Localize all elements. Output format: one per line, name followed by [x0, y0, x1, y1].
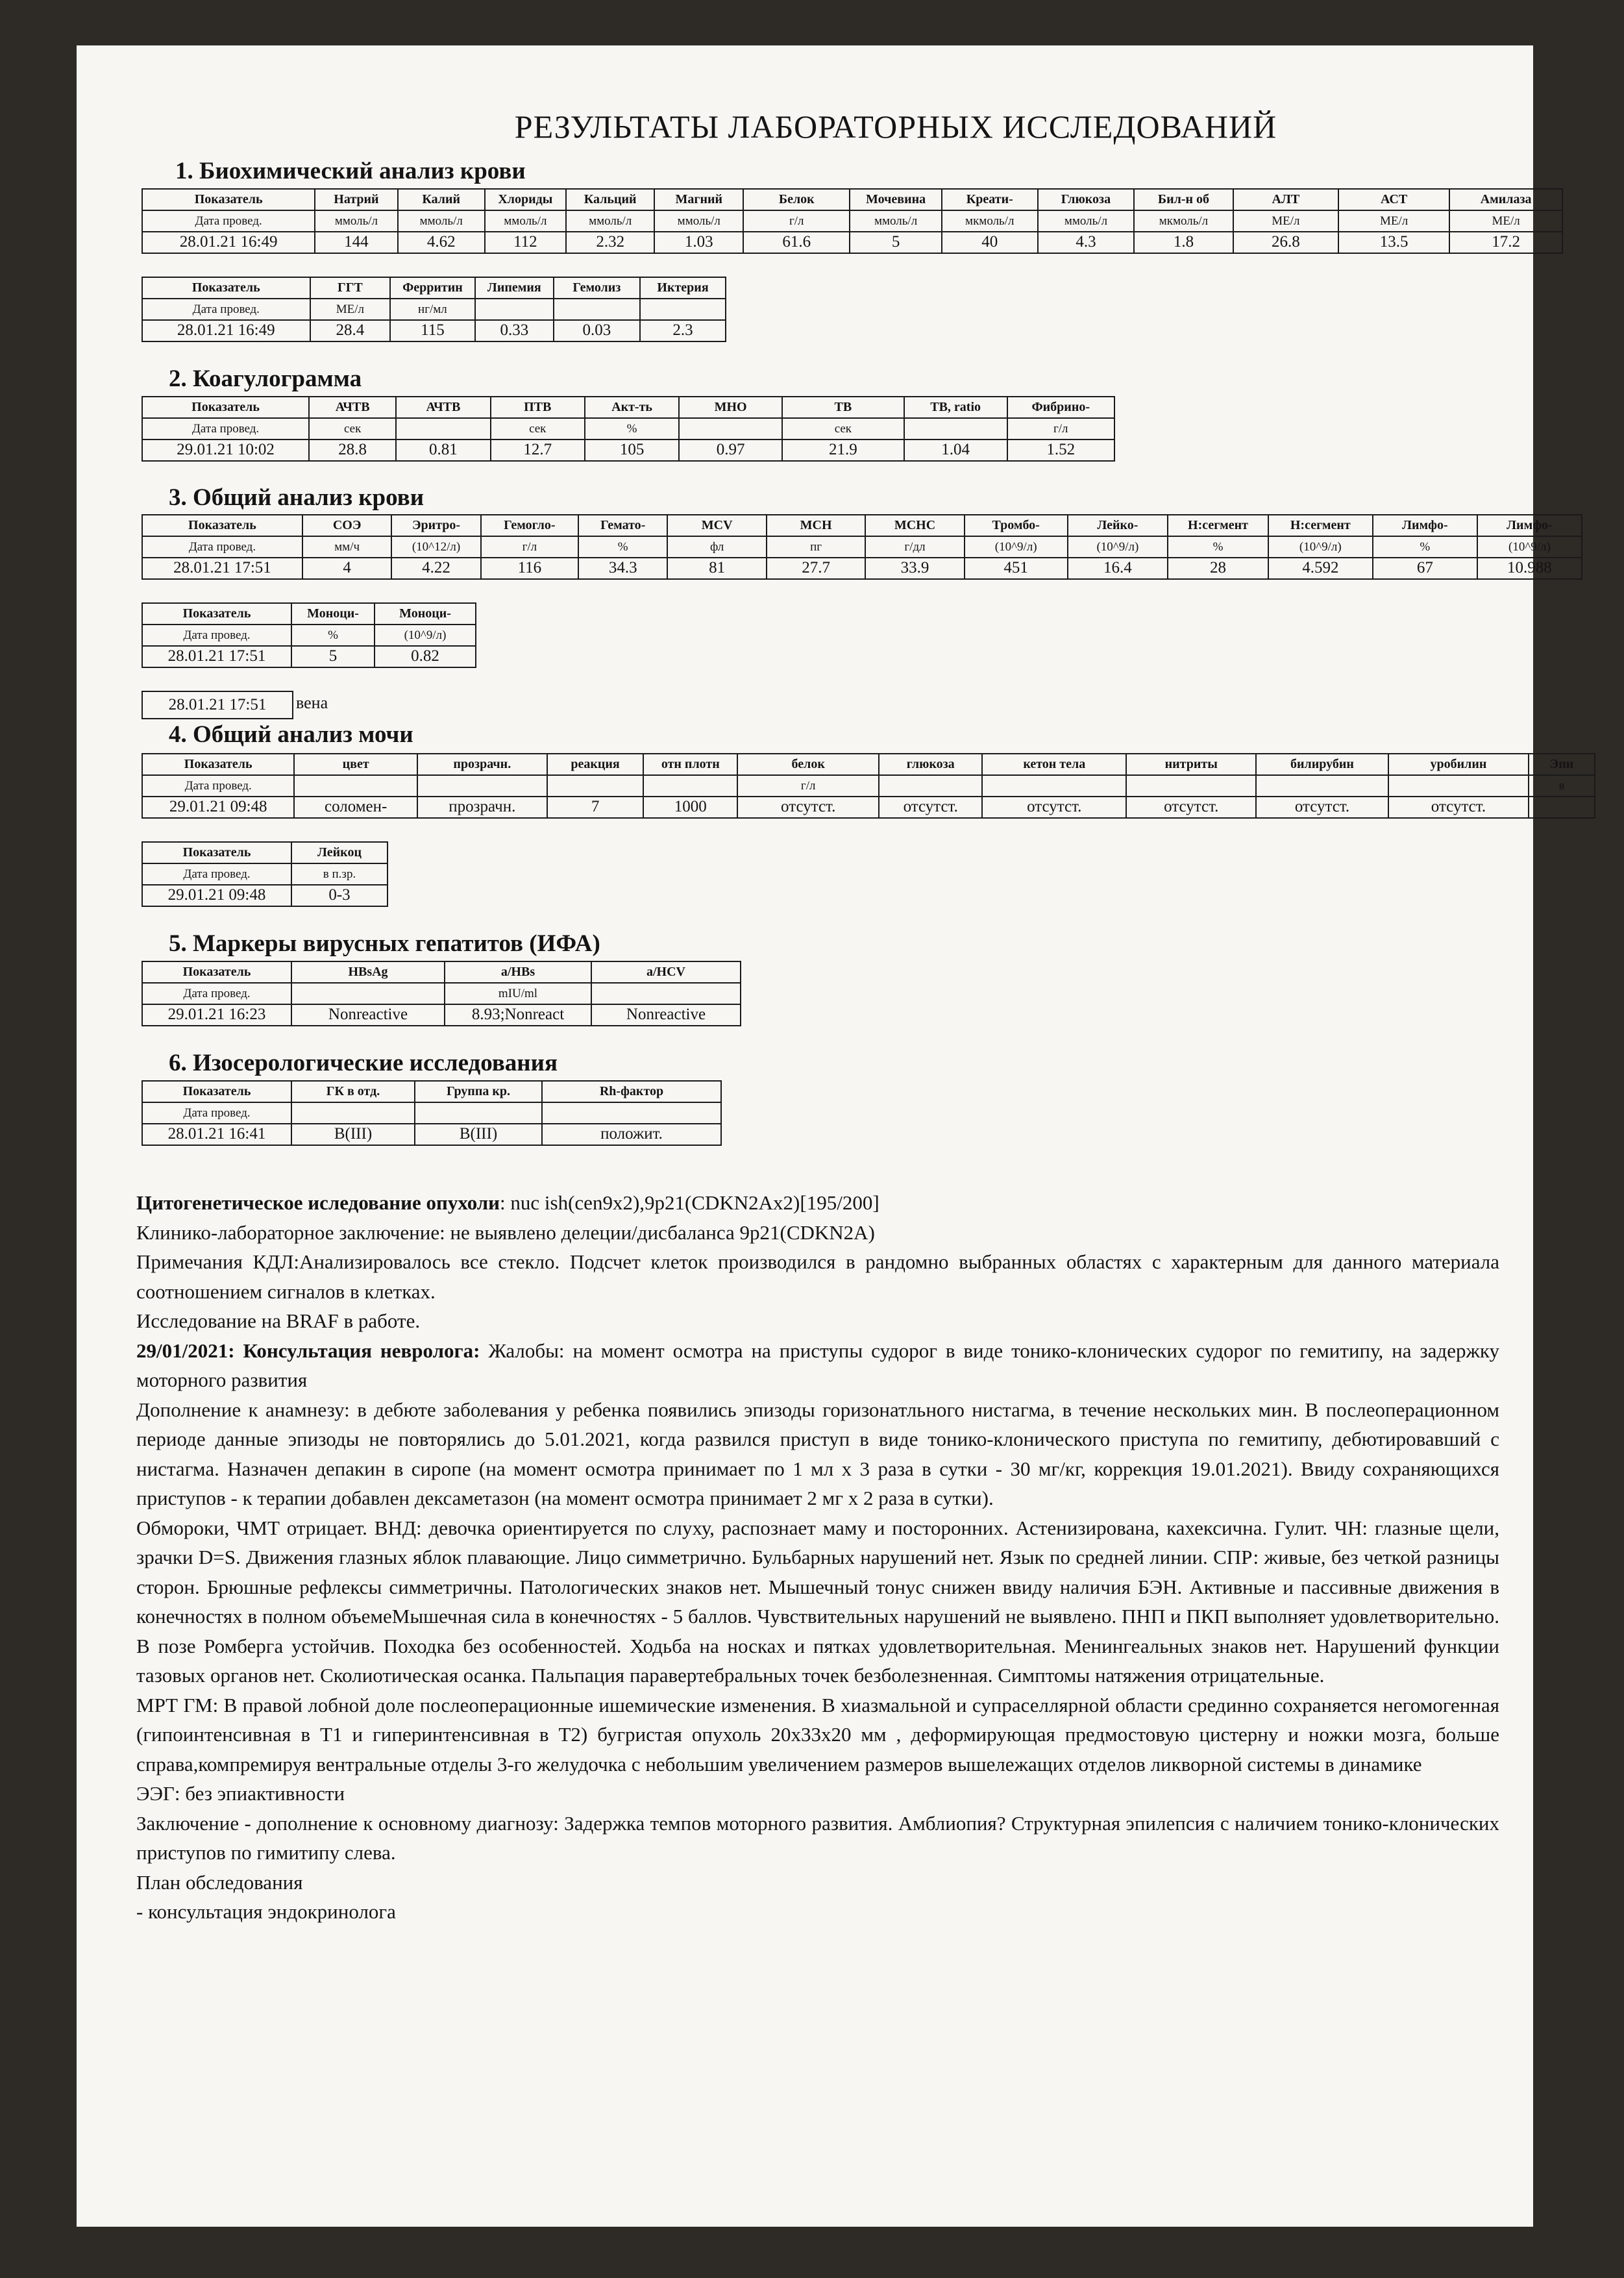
value-cell: 1.8: [1134, 232, 1233, 253]
unit-cell: ммоль/л: [485, 210, 566, 232]
column-header: отн плотн: [643, 754, 737, 775]
column-header: Гемолиз: [554, 277, 640, 299]
row-label-date: Дата провед.: [142, 1102, 291, 1124]
unit-cell: %: [585, 418, 679, 440]
table-row: [142, 1124, 721, 1145]
value-cell: 0.82: [375, 646, 476, 667]
column-header: АЧТВ: [309, 397, 396, 418]
sample-type-note: вена: [296, 693, 328, 712]
column-header: Белок: [743, 189, 850, 210]
value-cell: 81: [667, 558, 766, 579]
unit-cell: (10^9/л): [1477, 536, 1582, 558]
page-title: РЕЗУЛЬТАТЫ ЛАБОРАТОРНЫХ ИССЛЕДОВАНИЙ: [514, 108, 1277, 145]
value-cell: 7: [547, 797, 644, 818]
value-cell: 13.5: [1338, 232, 1449, 253]
column-header: ТВ, ratio: [904, 397, 1007, 418]
table-unit-row: [142, 1102, 721, 1124]
unit-cell: (10^9/л): [1268, 536, 1373, 558]
narrative-text: [136, 1188, 1499, 1927]
table-unit-row: [142, 210, 1562, 232]
unit-cell: г/л: [481, 536, 578, 558]
unit-cell: [1126, 775, 1256, 797]
value-cell: 0-3: [291, 885, 388, 906]
unit-cell: в п.зр.: [291, 863, 388, 885]
unit-cell: [554, 299, 640, 320]
unit-cell: [291, 1102, 415, 1124]
value-cell: 115: [390, 320, 474, 341]
column-header: Ферритин: [390, 277, 474, 299]
mri-findings: МРТ ГМ: В правой лобной доле послеоперационные ишемические изменения. В хиазмальной и супраселлярной области срединно сохраняется негомогенная (гипоинтенсивная в Т1 и гиперинтенсивная в Т2) бугристая опухоль 20х33х20 мм , деформирующая предмостовую цистерну и ножки мозга, больше справа,компремируя вентральные отделы 3-го желудочка с небольшим увеличением размеров вышележащих отделов ликворной системы в динамике: [136, 1693, 1499, 1776]
value-cell: отсутст.: [1126, 797, 1256, 818]
table-row: [142, 232, 1562, 253]
complaints-text: Жалобы: на момент осмотра на приступы судорог в виде тонико-клонических судорог по гемитипу, на задержку моторного развития: [136, 1339, 1499, 1391]
sample-date-cell: 28.01.21 17:51: [142, 558, 302, 579]
column-header: Лимфо-: [1477, 515, 1582, 536]
column-header: ТВ: [782, 397, 904, 418]
unit-cell: %: [578, 536, 667, 558]
row-label-date: Дата провед.: [142, 210, 315, 232]
column-header: Калий: [398, 189, 485, 210]
section-title-coagulogram: 2. Коагулограмма: [169, 365, 362, 392]
column-header: Гемато-: [578, 515, 667, 536]
sample-date-cell: 29.01.21 09:48: [142, 885, 291, 906]
value-cell: 12.7: [491, 440, 585, 461]
column-header: Акт-ть: [585, 397, 679, 418]
table-row: [142, 1004, 741, 1026]
column-header: Глюкоза: [1038, 189, 1134, 210]
table-header-row: [142, 515, 1582, 536]
braf-note: Исследование на BRAF в работе.: [136, 1309, 421, 1332]
table-header-row: [142, 277, 835, 299]
sample-date-cell: 28.01.21 16:41: [142, 1124, 291, 1145]
section-title-cbc: 3. Общий анализ крови: [169, 484, 424, 511]
unit-cell: г/л: [743, 210, 850, 232]
column-header: цвет: [294, 754, 417, 775]
unit-cell: мкмоль/л: [1134, 210, 1233, 232]
unit-cell: %: [1168, 536, 1268, 558]
row-label-date: Дата провед.: [142, 983, 291, 1004]
table-header-row: [142, 961, 741, 983]
column-header: a/HCV: [591, 961, 741, 983]
table-coagulogram: [141, 396, 1115, 462]
table-unit-row: [142, 983, 741, 1004]
value-cell: 4.3: [1038, 232, 1134, 253]
column-header: Мочевина: [850, 189, 941, 210]
value-cell: 21.9: [782, 440, 904, 461]
column-header: кетон тела: [982, 754, 1126, 775]
table-cbc: [141, 514, 1582, 580]
column-header: Лейкоц: [291, 842, 388, 863]
column-header: АЧТВ: [396, 397, 490, 418]
column-header: Хлориды: [485, 189, 566, 210]
column-header: белок: [737, 754, 879, 775]
column-header: HBsAg: [291, 961, 445, 983]
column-header: уробилин: [1388, 754, 1529, 775]
exam-plan-item: - консультация эндокринолога: [136, 1900, 396, 1923]
unit-cell: %: [1373, 536, 1477, 558]
unit-cell: [904, 418, 1007, 440]
table-row: [142, 320, 835, 341]
lab-notes: Примечания КДЛ:Анализировалось все стекло. Подсчет клеток производился в рандомно выбранных областях с характерным для данного материала соотношением сигналов в клетках.: [136, 1250, 1499, 1303]
sample-date-cell: 28.01.21 16:49: [142, 320, 310, 341]
value-cell: 105: [585, 440, 679, 461]
unit-cell: [1388, 775, 1529, 797]
table-unit-row: [142, 536, 1582, 558]
value-cell: B(III): [415, 1124, 542, 1145]
column-header: Магний: [654, 189, 743, 210]
row-label-date: Дата провед.: [142, 625, 291, 646]
unit-cell: mIU/ml: [445, 983, 591, 1004]
value-cell: 40: [942, 232, 1038, 253]
column-header: ПТВ: [491, 397, 585, 418]
unit-cell: МЕ/л: [1338, 210, 1449, 232]
value-cell: 4.62: [398, 232, 485, 253]
value-cell: 0.97: [679, 440, 782, 461]
unit-cell: [415, 1102, 542, 1124]
table-row: [142, 797, 1595, 818]
value-cell: 144: [315, 232, 397, 253]
column-header: нитриты: [1126, 754, 1256, 775]
column-header: билирубин: [1256, 754, 1388, 775]
unit-cell: г/дл: [865, 536, 964, 558]
unit-cell: [547, 775, 644, 797]
unit-cell: ммоль/л: [654, 210, 743, 232]
table-cbc-monocytes: [141, 602, 476, 668]
table-biochemistry-extra: [141, 277, 836, 342]
conclusion-text: Заключение - дополнение к основному диагнозу: Задержка темпов моторного развития. Амблиопия? Структурная эпилепсия с наличием тонико-клонических приступов по гимитипу слева.: [136, 1811, 1499, 1864]
consultation-heading: 29/01/2021: Консультация невролога:: [136, 1339, 480, 1362]
unit-cell: сек: [491, 418, 585, 440]
unit-cell: МЕ/л: [1449, 210, 1562, 232]
table-unit-row: [142, 625, 476, 646]
unit-cell: [396, 418, 490, 440]
row-label-date: Дата провед.: [142, 536, 302, 558]
column-header: Иктерия: [640, 277, 726, 299]
value-cell: 33.9: [865, 558, 964, 579]
unit-cell: [294, 775, 417, 797]
column-header: Моноци-: [375, 603, 476, 625]
table-header-row: [142, 754, 1595, 775]
unit-cell: [982, 775, 1126, 797]
sample-date-cell: 28.01.21 17:51: [142, 646, 291, 667]
row-label-indicator: Показатель: [142, 603, 291, 625]
column-header: Моноци-: [291, 603, 375, 625]
section-title-biochemistry: 1. Биохимический анализ крови: [175, 158, 526, 184]
value-cell: 34.3: [578, 558, 667, 579]
column-header: ГГТ: [310, 277, 391, 299]
unit-cell: (10^9/л): [1068, 536, 1168, 558]
column-header: реакция: [547, 754, 644, 775]
column-header: Н:сегмент: [1268, 515, 1373, 536]
value-cell: отсутст.: [737, 797, 879, 818]
value-cell: 4.22: [391, 558, 480, 579]
value-cell: соломен-: [294, 797, 417, 818]
unit-cell: %: [291, 625, 375, 646]
unit-cell: (10^9/л): [965, 536, 1068, 558]
column-header: Бил-н об: [1134, 189, 1233, 210]
unit-cell: ммоль/л: [850, 210, 941, 232]
column-header: Липемия: [475, 277, 554, 299]
table-hepatitis-markers: [141, 961, 741, 1026]
table-unit-row: [142, 863, 388, 885]
row-label-date: Дата провед.: [142, 418, 309, 440]
eeg-findings: ЭЭГ: без эпиактивности: [136, 1782, 345, 1805]
table-header-row: [142, 603, 476, 625]
unit-cell: [643, 775, 737, 797]
value-cell: 112: [485, 232, 566, 253]
unit-cell: г/л: [737, 775, 879, 797]
value-cell: 16.4: [1068, 558, 1168, 579]
value-cell: 28: [1168, 558, 1268, 579]
sample-date-cell: 29.01.21 09:48: [142, 797, 294, 818]
table-unit-row: [142, 299, 835, 320]
value-cell: положит.: [542, 1124, 721, 1145]
column-header: Группа кр.: [415, 1081, 542, 1102]
unit-cell: ммоль/л: [398, 210, 485, 232]
unit-cell: [591, 983, 741, 1004]
exam-plan-heading: План обследования: [136, 1870, 303, 1894]
lab-conclusion: Клинико-лабораторное заключение: не выявлено делеции/дисбаланса 9p21(CDKN2A): [136, 1220, 875, 1244]
value-cell: 17.2: [1449, 232, 1562, 253]
column-header: прозрачн.: [417, 754, 547, 775]
unit-cell: мм/ч: [302, 536, 391, 558]
unit-cell: ммоль/л: [315, 210, 397, 232]
unit-cell: пг: [767, 536, 865, 558]
unit-cell: [1256, 775, 1388, 797]
column-header: MCH: [767, 515, 865, 536]
row-label-indicator: Показатель: [142, 189, 315, 210]
column-header: СОЭ: [302, 515, 391, 536]
row-label-indicator: Показатель: [142, 515, 302, 536]
document-page: [77, 45, 1574, 2227]
value-cell: 5: [291, 646, 375, 667]
value-cell: 2.3: [640, 320, 726, 341]
value-cell: Nonreactive: [591, 1004, 741, 1026]
column-header: Гемогло-: [481, 515, 578, 536]
value-cell: 5: [850, 232, 941, 253]
value-cell: 451: [965, 558, 1068, 579]
value-cell: B(III): [291, 1124, 415, 1145]
unit-cell: сек: [782, 418, 904, 440]
table-row: [142, 646, 476, 667]
unit-cell: ммоль/л: [566, 210, 655, 232]
value-cell: 4: [302, 558, 391, 579]
value-cell: прозрачн.: [417, 797, 547, 818]
column-header: Лимфо-: [1373, 515, 1477, 536]
unit-cell: [542, 1102, 721, 1124]
unit-cell: в: [1529, 775, 1595, 797]
cytogenetics-result: : nuc ish(cen9x2),9p21(CDKN2Ax2)[195/200]: [500, 1191, 880, 1214]
value-cell: 0.03: [554, 320, 640, 341]
value-cell: отсутст.: [1256, 797, 1388, 818]
value-cell: 28.4: [310, 320, 391, 341]
unit-cell: [475, 299, 554, 320]
unit-cell: (10^12/л): [391, 536, 480, 558]
table-row: [142, 558, 1582, 579]
unit-cell: [679, 418, 782, 440]
row-label-date: Дата провед.: [142, 299, 310, 320]
table-biochemistry: [141, 188, 1563, 254]
column-header: Эритро-: [391, 515, 480, 536]
value-cell: 28.8: [309, 440, 396, 461]
value-cell: 0.33: [475, 320, 554, 341]
unit-cell: МЕ/л: [310, 299, 391, 320]
value-cell: 27.7: [767, 558, 865, 579]
anamnesis-addition: Дополнение к анамнезу: в дебюте заболевания у ребенка появились эпизоды горизонатльного нистагма, в течение нескольких мин. В послеоперационном периоде данные эпизоды не повторялись до 5.01.2021, когда развился приступ в виде тонико-клонического приступа по гемитипу, дебютировавший с нистагма. Назначен депакин в сиропе (на момент осмотра принимает по 1 мл х 3 раза в сутки - 30 мг/кг, коррекция 19.01.2021). Ввиду сохраняющихся приступов - к терапии добавлен дексаметазон (на момент осмотра принимает 2 мг х 2 раза в сутки).: [136, 1398, 1499, 1509]
unit-cell: сек: [309, 418, 396, 440]
unit-cell: [640, 299, 726, 320]
column-header: Фибрино-: [1007, 397, 1115, 418]
column-header: глюкоза: [879, 754, 982, 775]
value-cell: 8.93;Nonreact: [445, 1004, 591, 1026]
table-row: [142, 440, 1114, 461]
column-header: Эпи: [1529, 754, 1595, 775]
row-label-date: Дата провед.: [142, 775, 294, 797]
unit-cell: [291, 983, 445, 1004]
unit-cell: мкмоль/л: [942, 210, 1038, 232]
value-cell: 1.52: [1007, 440, 1115, 461]
column-header: Лейко-: [1068, 515, 1168, 536]
column-header: Амилаза: [1449, 189, 1562, 210]
sample-date-cell: 29.01.21 16:23: [142, 1004, 291, 1026]
neurological-status: Обмороки, ЧМТ отрицает. ВНД: девочка ориентируется по слуху, распознает маму и посторонних. Астенизирована, кахексична. Гулит. ЧН: глазные щели, зрачки D=S. Движения глазных яблок плавающие. Лицо симметрично. Бульбарных нарушений нет. Язык по средней линии. СПР: живые, без четкой разницы сторон. Брюшные рефлексы симметричны. Патологических знаков нет. Мышечный тонус снижен ввиду наличия БЭН. Активные и пассивные движения в конечностях в полном объемеМышечная сила в конечностях - 5 баллов. Чувствительных нарушений не выявлено. ПНП и ПКП выполняет удовлетворительно. В позе Ромберга устойчив. Походка без особенностей. Ходьба на носках и пятках удовлетворительная. Менингеальных знаков нет. Нарушений функции тазовых органов нет. Сколиотическая осанка. Пальпация паравертебральных точек безболезненная. Симптомы натяжения отрицательные.: [136, 1516, 1499, 1687]
column-header: MCV: [667, 515, 766, 536]
value-cell: 1000: [643, 797, 737, 818]
row-label-indicator: Показатель: [142, 754, 294, 775]
row-label-indicator: Показатель: [142, 397, 309, 418]
column-header: АСТ: [1338, 189, 1449, 210]
value-cell: 1.03: [654, 232, 743, 253]
column-header: Креати-: [942, 189, 1038, 210]
column-header: Rh-фактор: [542, 1081, 721, 1102]
value-cell: 4.592: [1268, 558, 1373, 579]
cytogenetics-paragraph: [136, 1188, 1499, 1218]
row-label-indicator: Показатель: [142, 1081, 291, 1102]
value-cell: отсутст.: [1388, 797, 1529, 818]
table-header-row: [142, 842, 388, 863]
row-label-indicator: Показатель: [142, 842, 291, 863]
value-cell: 2.32: [566, 232, 655, 253]
row-label-indicator: Показатель: [142, 277, 310, 299]
unit-cell: (10^9/л): [375, 625, 476, 646]
column-header: Тромбо-: [965, 515, 1068, 536]
neurologist-consultation: [136, 1336, 1499, 1395]
column-header: MCHC: [865, 515, 964, 536]
value-cell: 116: [481, 558, 578, 579]
table-urinalysis-leukocytes: [141, 841, 388, 907]
column-header: АЛТ: [1233, 189, 1338, 210]
column-header: Натрий: [315, 189, 397, 210]
table-urinalysis: [141, 753, 1595, 819]
column-header: ГК в отд.: [291, 1081, 415, 1102]
value-cell: 26.8: [1233, 232, 1338, 253]
table-unit-row: [142, 418, 1114, 440]
sample-date-cell: 29.01.21 10:02: [142, 440, 309, 461]
sample-date-cell: 28.01.21 16:49: [142, 232, 315, 253]
value-cell: [1529, 797, 1595, 818]
section-title-hepatitis: 5. Маркеры вирусных гепатитов (ИФА): [169, 930, 600, 957]
column-header: Н:сегмент: [1168, 515, 1268, 536]
column-header: Кальций: [566, 189, 655, 210]
section-title-urinalysis: 4. Общий анализ мочи: [169, 721, 413, 748]
value-cell: 1.04: [904, 440, 1007, 461]
value-cell: 10.988: [1477, 558, 1582, 579]
unit-cell: ммоль/л: [1038, 210, 1134, 232]
unit-cell: [417, 775, 547, 797]
table-header-row: [142, 1081, 721, 1102]
value-cell: 0.81: [396, 440, 490, 461]
row-label-date: Дата провед.: [142, 863, 291, 885]
table-row: [142, 885, 388, 906]
section-title-isoserology: 6. Изосерологические исследования: [169, 1050, 558, 1076]
row-label-indicator: Показатель: [142, 961, 291, 983]
column-header: МНО: [679, 397, 782, 418]
unit-cell: МЕ/л: [1233, 210, 1338, 232]
table-isoserology: [141, 1080, 722, 1146]
value-cell: отсутст.: [982, 797, 1126, 818]
unit-cell: нг/мл: [390, 299, 474, 320]
cytogenetics-heading: Цитогенетическое иследование опухоли: [136, 1191, 500, 1214]
table-unit-row: [142, 775, 1595, 797]
value-cell: отсутст.: [879, 797, 982, 818]
unit-cell: г/л: [1007, 418, 1115, 440]
extra-sample-date: 28.01.21 17:51: [141, 691, 293, 719]
unit-cell: фл: [667, 536, 766, 558]
value-cell: 67: [1373, 558, 1477, 579]
value-cell: 61.6: [743, 232, 850, 253]
table-header-row: [142, 397, 1114, 418]
table-header-row: [142, 189, 1562, 210]
unit-cell: [879, 775, 982, 797]
column-header: a/HBs: [445, 961, 591, 983]
value-cell: Nonreactive: [291, 1004, 445, 1026]
